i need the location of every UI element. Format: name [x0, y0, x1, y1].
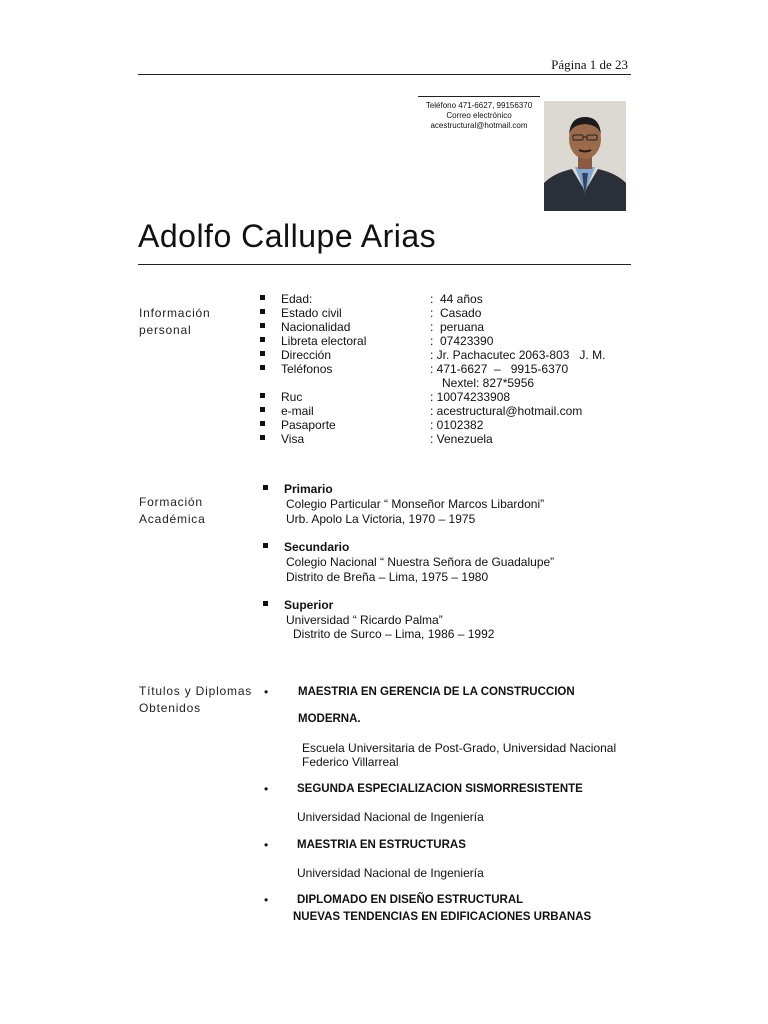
- candidate-name: Adolfo Callupe Arias: [138, 218, 437, 254]
- contact-email: acestructural@hotmail.com: [430, 121, 528, 130]
- info-row: [260, 306, 660, 320]
- bullet-icon: •: [264, 893, 269, 907]
- info-value: : Casado: [430, 306, 482, 320]
- info-row: [260, 348, 660, 362]
- info-value: : Venezuela: [430, 432, 493, 446]
- info-value: : 471-6627 – 9915-6370: [430, 362, 569, 376]
- square-bullet-icon: [260, 407, 265, 412]
- degree-title: MAESTRIA EN GERENCIA DE LA CONSTRUCCION: [298, 686, 575, 698]
- section-label-line: personal: [139, 323, 192, 337]
- degree-institution: Federico Villarreal: [302, 755, 399, 769]
- degree-title: MODERNA.: [298, 713, 361, 725]
- degree-title: MAESTRIA EN ESTRUCTURAS: [297, 839, 466, 851]
- info-label: Ruc: [281, 390, 303, 404]
- info-value: : 10074233908: [430, 390, 511, 404]
- section-label-personal: [139, 305, 211, 339]
- info-row: [260, 404, 660, 418]
- square-bullet-icon: [260, 393, 265, 398]
- info-value: : Jr. Pachacutec 2063-803 J. M.: [430, 348, 606, 362]
- info-row: [260, 362, 660, 376]
- degree-institution: Universidad Nacional de Ingeniería: [297, 810, 484, 824]
- square-bullet-icon: [263, 485, 268, 490]
- square-bullet-icon: [263, 601, 268, 606]
- bullet-icon: •: [264, 685, 269, 699]
- education-title: Secundario: [284, 540, 350, 554]
- portrait-illustration: [544, 101, 626, 211]
- info-row: [260, 292, 660, 306]
- square-bullet-icon: [260, 323, 265, 328]
- info-row: [260, 334, 660, 348]
- name-divider: [138, 264, 631, 265]
- info-value: : 07423390: [430, 334, 494, 348]
- info-label: Visa: [281, 432, 305, 446]
- info-value: : acestructural@hotmail.com: [430, 404, 583, 418]
- degree-institution: Escuela Universitaria de Post-Grado, Universidad Nacional: [302, 741, 617, 755]
- square-bullet-icon: [260, 295, 265, 300]
- education-title: Primario: [284, 482, 333, 496]
- bullet-icon: •: [264, 782, 269, 796]
- portrait-photo: [544, 101, 626, 211]
- info-value: : peruana: [430, 320, 485, 334]
- square-bullet-icon: [260, 309, 265, 314]
- bullet-icon: •: [264, 838, 269, 852]
- square-bullet-icon: [263, 543, 268, 548]
- info-value: : 0102382: [430, 418, 484, 432]
- info-row: [260, 390, 660, 404]
- info-label: Pasaporte: [281, 418, 336, 432]
- section-label-degrees: [139, 683, 252, 717]
- education-line: Colegio Nacional “ Nuestra Señora de Guadalupe”: [286, 555, 555, 569]
- square-bullet-icon: [260, 421, 265, 426]
- degree-title: NUEVAS TENDENCIAS EN EDIFICACIONES URBANAS: [293, 911, 592, 923]
- section-label-line: Información: [139, 306, 211, 320]
- section-label-line: Títulos y Diplomas: [139, 684, 253, 698]
- square-bullet-icon: [260, 351, 265, 356]
- square-bullet-icon: [260, 365, 265, 370]
- section-label-education: [139, 494, 206, 528]
- info-row: [260, 418, 660, 432]
- degree-title: SEGUNDA ESPECIALIZACION SISMORRESISTENTE: [297, 783, 583, 795]
- info-label: Libreta electoral: [281, 334, 367, 348]
- contact-block: [418, 96, 540, 131]
- square-bullet-icon: [260, 435, 265, 440]
- education-line: Universidad “ Ricardo Palma”: [286, 613, 443, 627]
- page-number: Página 1 de 23: [551, 57, 628, 72]
- degree-institution: Universidad Nacional de Ingeniería: [297, 866, 484, 880]
- header-divider: [138, 74, 631, 75]
- section-label-line: Académica: [139, 512, 206, 526]
- education-line: Colegio Particular “ Monseñor Marcos Libardoni”: [286, 497, 545, 511]
- info-label: e-mail: [281, 404, 314, 418]
- info-label: Edad:: [281, 292, 313, 306]
- education-line: Distrito de Breña – Lima, 1975 – 1980: [286, 570, 489, 584]
- education-line: Distrito de Surco – Lima, 1986 – 1992: [293, 627, 495, 641]
- info-value-nextel: Nextel: 827*5956: [442, 376, 535, 390]
- info-label: Nacionalidad: [281, 320, 351, 334]
- info-label: Teléfonos: [281, 362, 333, 376]
- info-label: Estado civil: [281, 306, 342, 320]
- contact-email-label: Correo electrónico: [446, 111, 512, 120]
- info-row: [260, 432, 660, 446]
- info-row-continuation: [260, 376, 660, 390]
- section-label-line: Formación: [139, 495, 203, 509]
- section-label-line: Obtenidos: [139, 701, 201, 715]
- education-line: Urb. Apolo La Victoria, 1970 – 1975: [286, 512, 476, 526]
- contact-phone: Teléfono 471-6627, 99156370: [425, 101, 533, 110]
- degree-title: DIPLOMADO EN DISEÑO ESTRUCTURAL: [297, 894, 524, 906]
- square-bullet-icon: [260, 337, 265, 342]
- education-title: Superior: [284, 598, 334, 612]
- info-value: : 44 años: [430, 292, 483, 306]
- info-label: Dirección: [281, 348, 332, 362]
- info-row: [260, 320, 660, 334]
